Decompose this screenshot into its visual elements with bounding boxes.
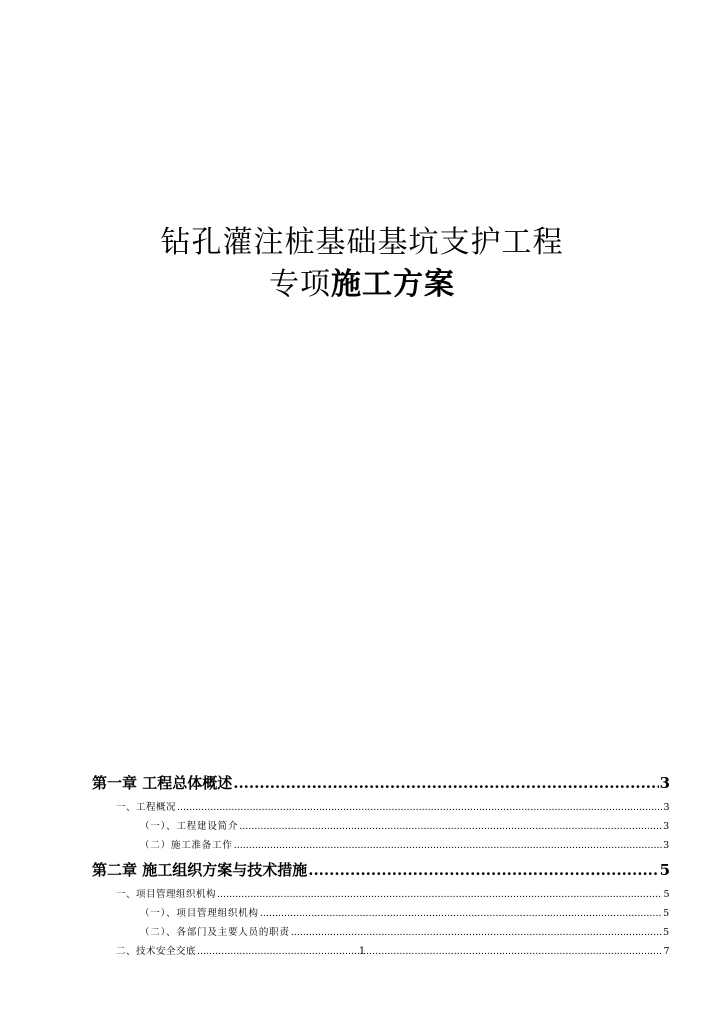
toc-leader (177, 798, 662, 817)
toc-leader (234, 836, 662, 855)
toc-entry-text: 第一章 工程总体概述 (92, 774, 233, 792)
toc-page-number: 3 (659, 774, 670, 792)
toc-entry-chapter-2[interactable] (92, 855, 670, 885)
toc-entry-text: 第二章 施工组织方案与技术措施 (92, 861, 308, 879)
toc-entry-section[interactable] (92, 798, 670, 817)
toc-page-number: 5 (663, 927, 670, 938)
toc-entry-text: 一、工程概况 (116, 802, 177, 813)
toc-leader (217, 885, 662, 904)
toc-entry-subsection[interactable] (92, 923, 670, 942)
toc-entry-text: 一、项目管理组织机构 (116, 889, 217, 900)
toc-page-number: 5 (659, 861, 670, 879)
toc-entry-text: 二、技术安全交底 (116, 946, 197, 957)
toc-page-number: 7 (663, 946, 670, 957)
toc-leader (239, 817, 662, 836)
toc-entry-text: （二）施工准备工作 (140, 840, 233, 851)
toc-leader (308, 855, 658, 885)
toc-entry-subsection[interactable] (92, 904, 670, 923)
toc-entry-subsection[interactable] (92, 836, 670, 855)
title-line-2-bold: 施工方案 (331, 267, 455, 302)
title-line-2 (0, 264, 724, 306)
toc-entry-text: （一）、工程建设简介 (140, 821, 239, 832)
toc-leader (260, 904, 662, 923)
title-line-1: 钻孔灌注桩基础基坑支护工程 (160, 225, 564, 260)
toc-page-number: 5 (663, 908, 670, 919)
toc-entry-section[interactable] (92, 885, 670, 904)
toc-leader (233, 768, 658, 798)
page-number: 1 (358, 946, 366, 957)
toc-page-number: 5 (663, 889, 670, 900)
toc-leader (291, 923, 662, 942)
toc-entry-text: （一）、项目管理组织机构 (140, 908, 259, 919)
toc-page-number: 3 (663, 821, 670, 832)
table-of-contents (92, 768, 670, 961)
title-line-2-prefix: 专项 (269, 267, 331, 302)
toc-page-number: 3 (663, 840, 670, 851)
toc-page-number: 3 (663, 802, 670, 813)
toc-entry-chapter-1[interactable] (92, 768, 670, 798)
toc-entry-subsection[interactable] (92, 817, 670, 836)
document-title (0, 222, 724, 306)
toc-entry-text: （二）、各部门及主要人员的职责 (140, 927, 290, 938)
